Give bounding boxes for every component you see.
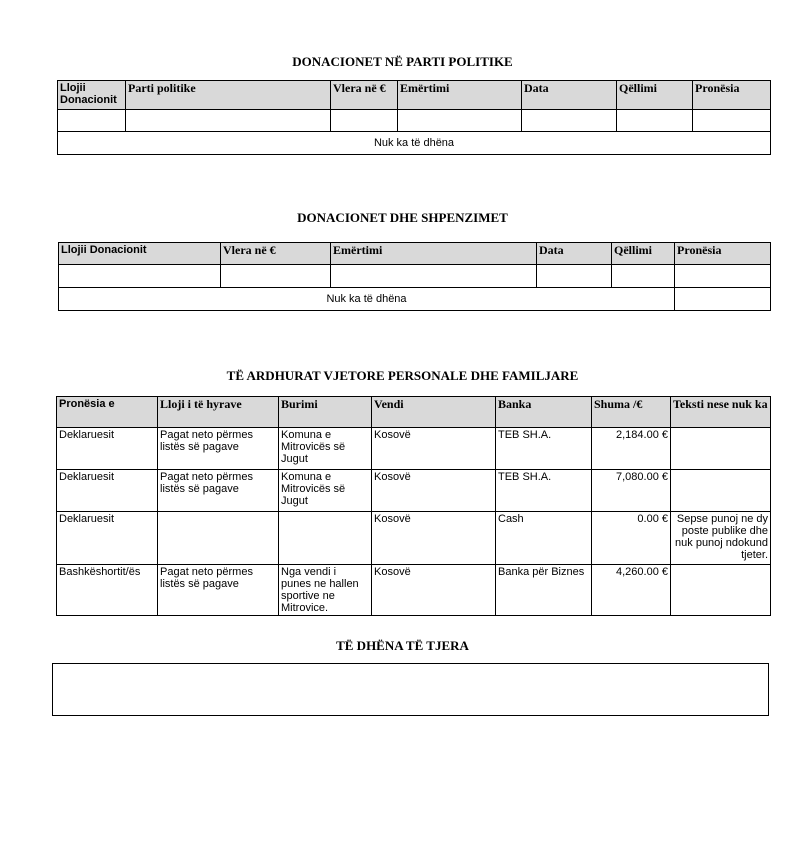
header-country: Vendi bbox=[372, 397, 496, 428]
cell-note bbox=[671, 565, 771, 616]
table-row bbox=[59, 265, 771, 288]
income-table bbox=[56, 396, 771, 616]
header-value: Vlera në € bbox=[331, 81, 398, 110]
cell-amount: 4,260.00 € bbox=[592, 565, 671, 616]
cell-note bbox=[671, 428, 771, 470]
section-title-donations-expenses: DONACIONET DHE SHPENZIMET bbox=[297, 210, 508, 225]
table-row bbox=[57, 512, 771, 565]
cell-income-type bbox=[158, 512, 279, 565]
header-donation-type: Llojii Donacionit bbox=[59, 243, 221, 265]
table-row bbox=[58, 132, 771, 155]
header-amount: Shuma /€ bbox=[592, 397, 671, 428]
header-date: Data bbox=[522, 81, 617, 110]
donations-parties-table bbox=[57, 80, 771, 155]
cell-note: Sepse punoj ne dy poste publike dhe nuk punoj ndokund tjeter. bbox=[671, 512, 771, 565]
header-donation-type: Llojii Donacionit bbox=[58, 81, 126, 110]
header-value: Vlera në € bbox=[221, 243, 331, 265]
cell-ownership: Deklaruesit bbox=[57, 428, 158, 470]
header-purpose: Qëllimi bbox=[612, 243, 675, 265]
cell-amount: 7,080.00 € bbox=[592, 470, 671, 512]
cell-bank: Cash bbox=[496, 512, 592, 565]
cell-amount: 2,184.00 € bbox=[592, 428, 671, 470]
header-ownership: Pronësia bbox=[675, 243, 771, 265]
cell-ownership: Deklaruesit bbox=[57, 512, 158, 565]
header-date: Data bbox=[537, 243, 612, 265]
header-note: Teksti nese nuk ka bbox=[671, 397, 771, 428]
cell-income-type: Pagat neto përmes listës së pagave bbox=[158, 428, 279, 470]
header-name: Emërtimi bbox=[398, 81, 522, 110]
cell-source: Komuna e Mitrovicës së Jugut bbox=[279, 470, 372, 512]
cell-ownership: Bashkëshortit/ës bbox=[57, 565, 158, 616]
cell-note bbox=[671, 470, 771, 512]
cell-bank: TEB SH.A. bbox=[496, 470, 592, 512]
header-ownership: Pronësia e bbox=[57, 397, 158, 428]
cell-ownership: Deklaruesit bbox=[57, 470, 158, 512]
cell-country: Kosovë bbox=[372, 470, 496, 512]
header-ownership: Pronësia bbox=[693, 81, 771, 110]
cell-amount: 0.00 € bbox=[592, 512, 671, 565]
no-data-label: Nuk ka të dhëna bbox=[59, 288, 675, 311]
table-row bbox=[59, 288, 771, 311]
cell-source: Komuna e Mitrovicës së Jugut bbox=[279, 428, 372, 470]
donations-expenses-table bbox=[58, 242, 771, 311]
table-row bbox=[58, 110, 771, 132]
header-source: Burimi bbox=[279, 397, 372, 428]
no-data-label: Nuk ka të dhëna bbox=[58, 132, 771, 155]
cell-bank: TEB SH.A. bbox=[496, 428, 592, 470]
cell-bank: Banka për Biznes bbox=[496, 565, 592, 616]
cell-country: Kosovë bbox=[372, 512, 496, 565]
table-row bbox=[57, 565, 771, 616]
table-row bbox=[57, 428, 771, 470]
table-row bbox=[57, 470, 771, 512]
header-income-type: Lloji i të hyrave bbox=[158, 397, 279, 428]
header-name: Emërtimi bbox=[331, 243, 537, 265]
header-purpose: Qëllimi bbox=[617, 81, 693, 110]
other-data-box bbox=[52, 663, 769, 716]
cell-income-type: Pagat neto përmes listës së pagave bbox=[158, 470, 279, 512]
cell-country: Kosovë bbox=[372, 428, 496, 470]
section-title-donations-parties: DONACIONET NË PARTI POLITIKE bbox=[292, 54, 513, 69]
cell-country: Kosovë bbox=[372, 565, 496, 616]
section-title-other: TË DHËNA TË TJERA bbox=[336, 638, 469, 653]
header-bank: Banka bbox=[496, 397, 592, 428]
cell-income-type: Pagat neto përmes listës së pagave bbox=[158, 565, 279, 616]
cell-source: Nga vendi i punes ne hallen sportive ne Mitrovice. bbox=[279, 565, 372, 616]
section-title-income: TË ARDHURAT VJETORE PERSONALE DHE FAMILJARE bbox=[226, 368, 579, 383]
header-political-party: Parti politike bbox=[126, 81, 331, 110]
cell-source bbox=[279, 512, 372, 565]
